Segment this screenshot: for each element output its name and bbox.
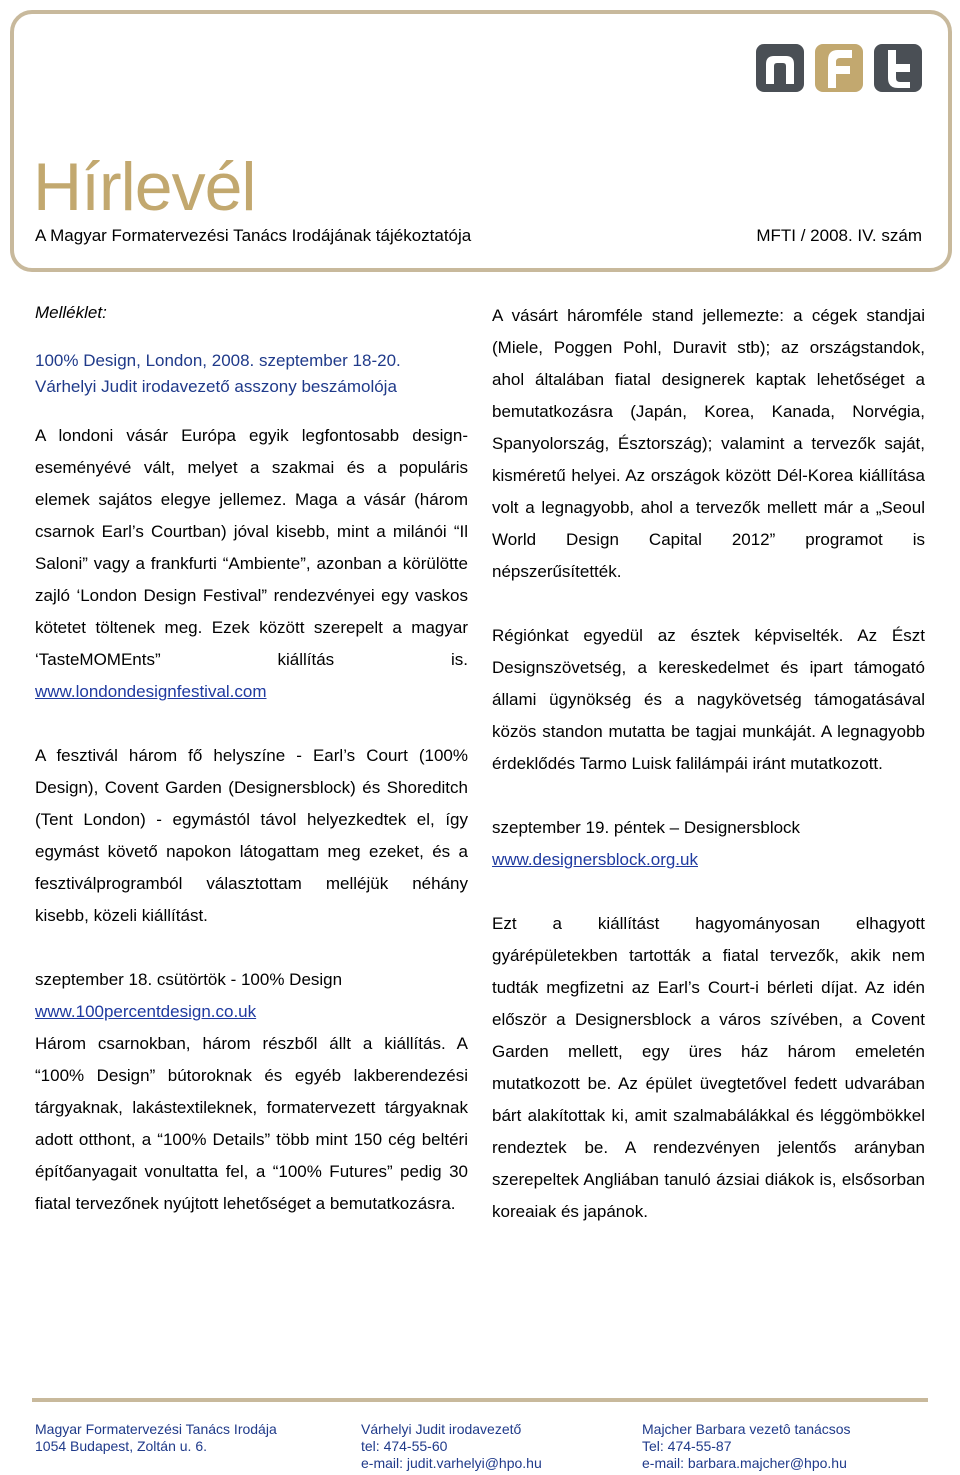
100percentdesign-link[interactable]: www.100percentdesign.co.uk [35, 1002, 257, 1021]
contact-1-phone: tel: 474-55-60 [361, 1438, 448, 1454]
footer-office [35, 1421, 277, 1455]
contact-2-name: Majcher Barbara vezetô tanácsos [642, 1421, 851, 1437]
day2-heading: szeptember 19. péntek – Designersblock [492, 818, 801, 837]
newsletter-subtitle: A Magyar Formatervezési Tanács Irodájának tájékoztatója [35, 226, 472, 245]
office-address: 1054 Budapest, Zoltán u. 6. [35, 1438, 208, 1454]
footer-contact-2 [642, 1421, 851, 1472]
left-paragraph-3: Három csarnokban, három részből állt a kiállítás. A “100% Design” bútoroknak és egyéb lakberendezési tárgyaknak, lakástextileknek, formatervezett tárgyaknak adott otthont, a “100% Details” több mint 150 cég beltéri építőanyagait vonultatta fel, a “100% Futures” pedig 30 fiatal tervezőnek nyújtott lehetőséget a bemutatkozásra. [35, 1034, 468, 1213]
right-paragraph-1: A vásárt háromféle stand jellemezte: a cégek standjai (Miele, Poggen Pohl, Duravit stb); az országstandok, ahol általában fiatal designerek kaptak lehetőséget a bemutatkozásra (Japán, Korea, Kanada, Norvégia, Spanyolország, Észtország); valamint a tervezők saját, kisméretű helyei. Az országok között Dél-Korea kiállítása volt a legnagyobb, ahol a tervezők mellett már a „Seoul World Design Capital 2012” programot is népszerűsítették. [492, 306, 925, 581]
right-column [492, 300, 925, 1260]
issue-number: MFTI / 2008. IV. szám [756, 226, 922, 245]
contact-2-email[interactable]: e-mail: barbara.majcher@hpo.hu [642, 1455, 847, 1471]
right-paragraph-2: Régiónkat egyedül az észtek képviselték. Az Észt Designszövetség, a kereskedelmet és ipart támogató állami ügynökség és a nagykövetség támogatásával közös standon mutatta be tagjai munkáját. A legnagyobb érdeklődés Tarmo Luisk falilámpái iránt mutatkozott. [492, 626, 925, 773]
londondesignfestival-link[interactable]: www.londondesignfestival.com [35, 682, 267, 701]
right-paragraph-3: Ezt a kiállítást hagyományosan elhagyott gyárépületekben tartották a fiatal tervezők, akik nem tudták megfizetni az Earl’s Court-i bérleti díjat. Az idén először a Designersblock a város szívében, a Covent Garden mellett, egy üres ház három emeletén mutatkozott be. Az épület üvegtetővel fedett udvarában bárt alakítottak ki, amit szalmabálákkal és léggömbökkel rendeztek be. A rendezvényen jelentős arányban szerepeltek Angliában tanuló ázsiai diákok is, elsősorban koreaiak és japánok. [492, 914, 925, 1221]
contact-2-phone: Tel: 474-55-87 [642, 1438, 732, 1454]
contact-1-name: Várhelyi Judit irodavezető [361, 1421, 522, 1437]
attachment-label: Melléklet: [35, 303, 107, 322]
office-name: Magyar Formatervezési Tanács Irodája [35, 1421, 277, 1437]
event-title: 100% Design, London, 2008. szeptember 18-20. [35, 351, 401, 370]
left-column [35, 300, 468, 1252]
left-paragraph-1-text: A londoni vásár Európa egyik legfontosabb design-eseményévé vált, melyet a szakmai és a populáris elemek sajátos elegye jellemez. Maga a vásár (három csarnok Earl’s Courtban) jóval kisebb, mint a milánói “Il Saloni” vagy a frankfurti “Ambiente”, azonban a körülötte zajló ‘London Design Festival” rendezvényei egy vaskos kötetet töltenek meg. Ezek között szerepelt a magyar ‘TasteMOMEnts” kiállítás is. [35, 426, 468, 669]
designersblock-link[interactable]: www.designersblock.org.uk [492, 850, 698, 869]
contact-1-email[interactable]: e-mail: judit.varhelyi@hpo.hu [361, 1455, 542, 1471]
left-paragraph-2: A fesztivál három fő helyszíne - Earl’s Court (100% Design), Covent Garden (Designersblock) és Shoreditch (Tent London) - egymástól távol helyezkedtek el, így egymást követő napokon látogattam meg ezeket, és a fesztiválprogramból választottam melléjük néhány kisebb, közeli kiállítást. [35, 746, 468, 925]
footer-contact-1 [361, 1421, 542, 1472]
report-by: Várhelyi Judit irodavezető asszony beszámolója [35, 377, 397, 396]
footer-rule [32, 1398, 928, 1402]
mft-logo-icon [756, 44, 922, 92]
newsletter-title: Hírlevél [33, 149, 256, 225]
left-paragraph-1 [35, 420, 468, 708]
day1-heading: szeptember 18. csütörtök - 100% Design [35, 970, 343, 989]
